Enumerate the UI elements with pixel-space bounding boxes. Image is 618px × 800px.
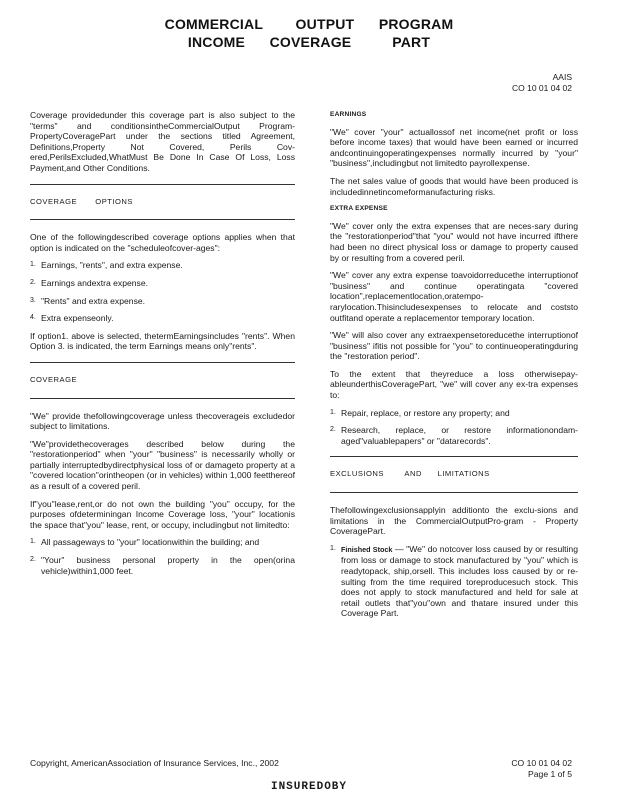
- page-footer: [511, 758, 572, 780]
- section-heading-coverage: COVERAGE: [30, 374, 78, 384]
- list-text: Extra expenseonly.: [41, 313, 114, 324]
- list-body: — "We" do notcover loss caused by or resulting from loss or damage to stock manufactured by "you" which is readytopack, ship,orsell. This includes loss caused by or re-sulting from the time required toreproducesuch stock. This does not apply to stock manufactured and held for sale at retail outlets that"you"own and thatare insured under this Coverage Part.: [341, 543, 578, 619]
- footer-form-code: CO 10 01 04 02: [511, 758, 572, 768]
- earnings-paragraph: The net sales value of goods that would have been produced is includedinnetincomeformanufacturing risks.: [330, 175, 578, 197]
- list-text: "Rents" and extra expense.: [41, 295, 146, 306]
- left-column: [30, 110, 295, 583]
- list-item: [330, 408, 578, 419]
- list-number: 2.: [330, 426, 336, 434]
- list-number: 2.: [30, 278, 36, 286]
- earnings-paragraph: "We" cover "your" actuallossof net income(net profit or loss before income taxes) that would have been earned or incurred andcontinuingoperatingexpenses normally incurred by "your" "business",includingbut not limitedto payrollexpense.: [330, 126, 578, 169]
- extra-expense-paragraph: "We" cover only the extra expenses that are neces-sary during the "restorationperiod"that "you" would not have incurred ifthere had been no direct physical loss or damage to property caused by or resulting from a covered peril.: [330, 220, 578, 263]
- list-item: [30, 313, 295, 324]
- page-number: Page 1 of 5: [528, 769, 572, 779]
- title-line-1: COMMERCIAL OUTPUT PROGRAM: [164, 16, 454, 32]
- title-line-2: INCOME COVERAGE PART: [187, 34, 431, 50]
- list-text: "Your" business personal property in the open(orina vehicle)within1,000 feet.: [41, 555, 295, 576]
- list-text: [341, 544, 578, 619]
- list-number: 1.: [330, 408, 336, 416]
- intro-paragraph: Coverage providedunder this coverage part is also subject to the "terms" and conditionsintheCommercialOutput Program-PropertyCoveragePart under the sections titled Agreement, Definitions,Property Not Covered, Perils Cov-ered,PerilsExcluded,WhatMust Be Done In Case Of Loss, Loss Payment,and Other Conditions.: [30, 110, 295, 173]
- divider: [30, 398, 295, 399]
- form-code: [512, 72, 572, 94]
- list-number: 1.: [330, 544, 336, 552]
- coverage-paragraph: If"you"lease,rent,or do not own the building "you" occupy, for the purposes ofdeterminingan Income Coverage loss, "your" locationis the space that"you" lease, rent, or occupy, includingbut not limitedto:: [30, 498, 295, 530]
- list-number: 1.: [30, 538, 36, 546]
- list-item: [30, 296, 295, 307]
- list-item: [30, 260, 295, 271]
- form-code-number: CO 10 01 04 02: [511, 83, 572, 93]
- watermark: INSUREDOBY: [270, 781, 347, 793]
- exclusions-paragraph: Thefollowingexclusionsapplyin additionto the exclu-sions and limitations in the CommercialOutputPro-gram - Property CoveragePart.: [330, 505, 578, 537]
- copyright-footer: Copyright, AmericanAssociation of Insurance Services, Inc., 2002: [30, 758, 279, 768]
- list-item: [30, 537, 295, 548]
- list-lead: Finished Stock: [341, 544, 393, 554]
- extra-expense-paragraph: "We" cover any extra expense toavoidorreducethe interruptionof "business" and continue operatingata "covered location",replacementlocation,oratempo-rarylocation.Thisincludesexpenses to relocate and coststo outfitand operate a replacementor temporary location.: [330, 270, 578, 323]
- list-item: [30, 555, 295, 576]
- list-number: 2.: [30, 556, 36, 564]
- divider: [30, 219, 295, 220]
- list-text: Research, replace, or restore informationondam-aged"valuablepapers" or "datarecords".: [341, 425, 578, 446]
- options-intro: One of the followingdescribed coverage options applies when that option is indicated on the "scheduleofcover-ages":: [30, 232, 295, 253]
- list-item: [30, 278, 295, 289]
- extra-expense-paragraph: "We" will also cover any extraexpensetoreducethe interruptionof "business" ifitis not possible for "you" to continueoperatingduring the "restoration period".: [330, 330, 578, 362]
- subheading-extra-expense: EXTRA EXPENSE: [330, 205, 388, 213]
- coverage-paragraph: "We"providethecoverages described below during the "restorationperiod" when "your" "business" is necessarily wholly or partially interruptedbydirectphysical loss of or damageto property at a "covered location"orintheopen (or in vehicles) within 1,000 feetthereof as a result of a covered peril.: [30, 438, 295, 492]
- document-title: [0, 15, 618, 51]
- divider: [30, 362, 295, 363]
- form-code-org: AAIS: [552, 72, 572, 82]
- list-text: Repair, replace, or restore any property; and: [341, 407, 510, 418]
- coverage-paragraph: "We" provide thefollowingcoverage unless thecoverageis excludedor subject to limitations.: [30, 410, 295, 432]
- list-text: All passageways to "your" locationwithin the building; and: [41, 537, 260, 548]
- list-number: 3.: [30, 296, 36, 304]
- list-number: 1.: [30, 261, 36, 269]
- divider: [30, 184, 295, 185]
- section-heading-coverage-options: COVERAGE OPTIONS: [30, 196, 133, 206]
- options-note: If option1. above is selected, thetermEarningsincludes "rents". When Option 3. is indicated, the term Earnings means only"rents".: [30, 330, 295, 352]
- list-item: [330, 425, 578, 446]
- subheading-earnings: EARNINGS: [330, 111, 367, 118]
- divider: [330, 456, 578, 457]
- list-text: Earnings, "rents", and extra expense.: [41, 260, 183, 271]
- section-heading-exclusions: EXCLUSIONS AND LIMITATIONS: [330, 469, 490, 479]
- list-text: Earnings andextra expense.: [41, 277, 149, 288]
- extra-expense-paragraph: To the extent that theyreduce a loss otherwisepay-ableunderthisCoveragePart, "we" will cover any ex-tra expenses to:: [330, 368, 578, 401]
- right-column: [330, 110, 578, 626]
- list-item: [330, 544, 578, 619]
- divider: [330, 492, 578, 493]
- list-number: 4.: [30, 314, 36, 322]
